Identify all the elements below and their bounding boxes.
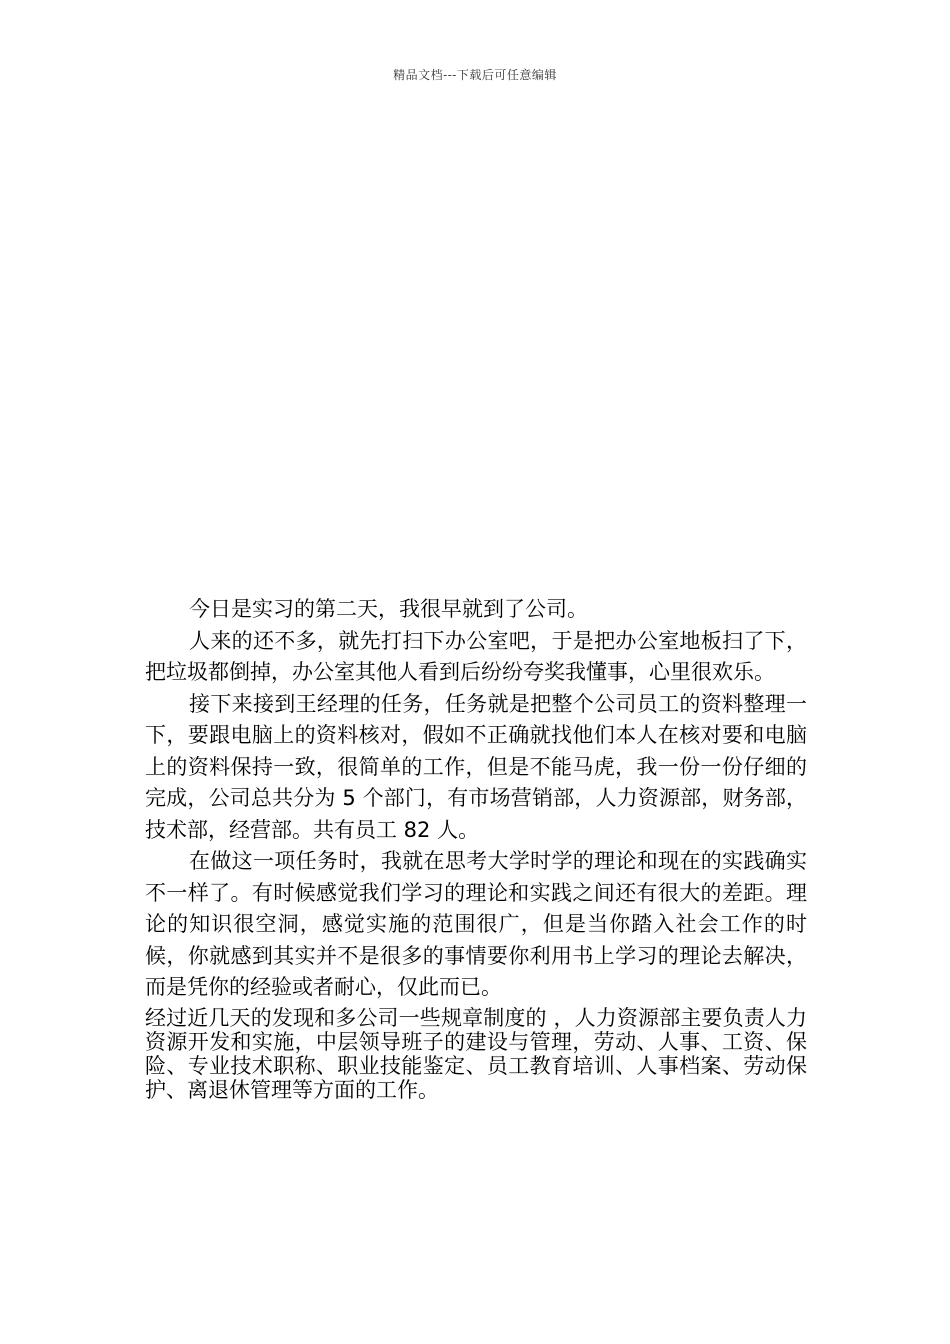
paragraph-5: 经过近几天的发现和多公司一些规章制度的 ，人力资源部主要负责人力资源开发和实施，中层领导班子的建设与管理，劳动、人事、工资、保险、专业技术职称、职业技能鉴定、员工教育培训、人事档案、劳动保护、离退休管理等方面的工作。 [145, 1005, 807, 1102]
document-body [145, 594, 807, 1102]
page-header: 精品文档---下载后可任意编辑 [393, 68, 557, 82]
paragraph-1: 今日是实习的第二天，我很早就到了公司。 [189, 597, 588, 621]
paragraph-3: 接下来接到王经理的任务，任务就是把整个公司员工的资料整理一下，要跟电脑上的资料核对，假如不正确就找他们本人在核对要和电脑上的资料保持一致，很简单的工作，但是不能马虎，我一份一份仔细的完成，公司总共分为 5 个部门，有市场营销部，人力资源部，财务部，技术部，经营部。共有员工 82 人。 [145, 691, 807, 842]
paragraph-4: 在做这一项任务时，我就在思考大学时学的理论和现在的实践确实不一样了。有时候感觉我们学习的理论和实践之间还有很大的差距。理论的知识很空洞，感觉实施的范围很广，但是当你踏入社会工作的时候，你就感到其实并不是很多的事情要你利用书上学习的理论去解决，而是凭你的经验或者耐心，仅此而已。 [145, 849, 807, 999]
paragraph-2: 人来的还不多，就先打扫下办公室吧，于是把办公室地板扫了下，把垃圾都倒掉，办公室其他人看到后纷纷夸奖我懂事，心里很欢乐。 [145, 628, 807, 684]
